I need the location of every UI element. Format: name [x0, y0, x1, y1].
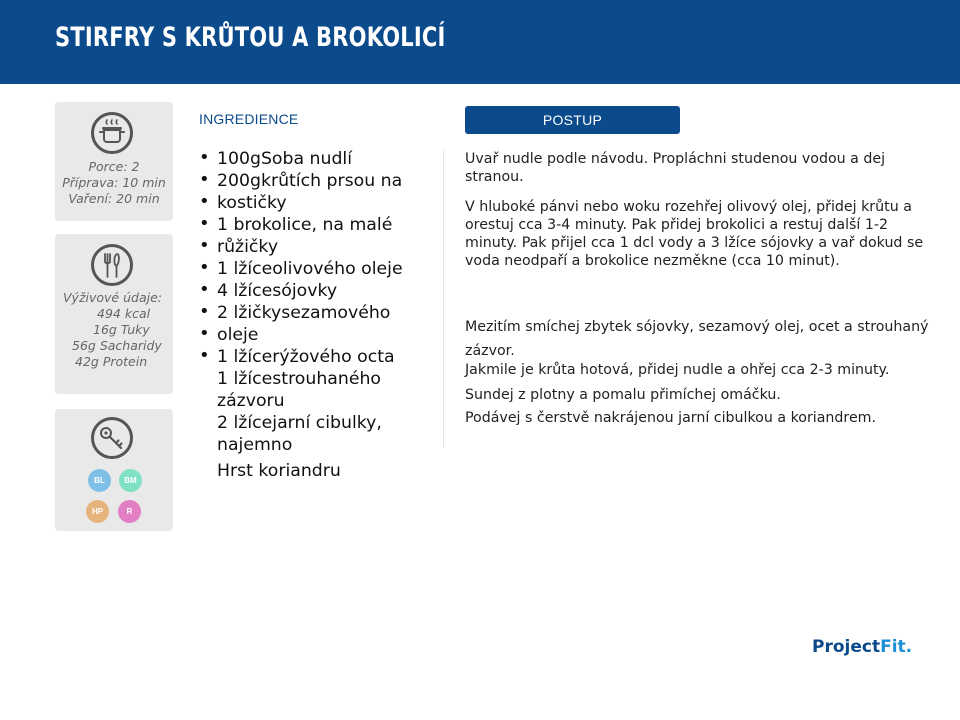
time-info [55, 159, 173, 207]
ingredients-list [199, 148, 403, 482]
badge-hp: HP [86, 500, 109, 523]
header-bar [0, 0, 960, 84]
portions-text: Porce: 2 [88, 159, 140, 174]
ingredient-item: 1 lžícestrouhaného [217, 369, 381, 389]
carbs-text: 56g Sacharidy [72, 338, 162, 353]
key-icon [91, 417, 133, 459]
badge-bm: BM [119, 469, 142, 492]
ingredient-item: • kostičky [199, 192, 403, 214]
postup-button[interactable]: POSTUP [465, 106, 680, 134]
kcal-text: 494 kcal [97, 306, 151, 321]
ingredient-item: • 1 brokolice, na malé [199, 214, 403, 236]
ingredient-item: • 2 lžičkysezamového [199, 302, 403, 324]
logo-text-project: Project [812, 637, 881, 657]
step-paragraph: Mezitím smíchej zbytek sójovky, sezamový olej, ocet a strouhaný zázvor. [465, 319, 929, 359]
column-divider [443, 150, 444, 448]
protein-text: 42g Protein [75, 354, 148, 369]
prep-time-text: Příprava: 10 min [62, 175, 166, 190]
step-paragraph: Uvař nudle podle návodu. Propláchni studenou vodou a dej stranou. [465, 151, 886, 185]
cooking-pot-icon [91, 112, 133, 154]
ingredient-item: • 4 lžícesójovky [199, 280, 403, 302]
nutrition-heading: Výživové údaje: [63, 290, 162, 305]
time-card [55, 102, 173, 221]
step-paragraph: Sundej z plotny a pomalu přimíchej omáčku. [465, 387, 781, 403]
ingredient-item: zázvoru [217, 391, 285, 411]
ingredient-item: • 100gSoba nudlí [199, 148, 403, 170]
ingredient-item: • 200gkrůtích prsou na [199, 170, 403, 192]
ingredient-item: 2 lžícejarní cibulky, [217, 413, 382, 433]
step-paragraph: Jakmile je krůta hotová, přidej nudle a ohřej cca 2-3 minuty. [465, 362, 890, 378]
recipe-title: STIRFRY S KRŮTOU A BROKOLICÍ [55, 22, 446, 53]
nutrition-info [55, 290, 173, 370]
badge-bl: BL [88, 469, 111, 492]
step-paragraph: Podávej s čerstvě nakrájenou jarní cibulkou a koriandrem. [465, 410, 877, 426]
ingredient-item: • růžičky [199, 236, 403, 258]
ingredient-item: • oleje [199, 324, 403, 346]
ingredient-item: Hrst koriandru [217, 461, 341, 481]
logo-text-fit: Fit. [880, 637, 913, 657]
badge-r: R [118, 500, 141, 523]
ingredients-heading: INGREDIENCE [199, 111, 299, 127]
cook-time-text: Vaření: 20 min [68, 191, 160, 206]
ingredient-item: • 1 lžícerýžového octa [199, 346, 403, 368]
nutrition-card [55, 234, 173, 394]
fork-knife-icon [91, 244, 133, 286]
fat-text: 16g Tuky [93, 322, 150, 337]
ingredient-item: • 1 lžíceolivového oleje [199, 258, 403, 280]
step-paragraph: V hluboké pánvi nebo woku rozehřej olivový olej, přidej krůtu a orestuj cca 3-4 minuty. Pak přidej brokolici a restuj další 1-2 minuty. Pak přijel cca 1 dcl vody a 3 lžíce sójovky a vař dokud se voda neodpaří a brokolice nezměkne (cca 10 minut). [465, 199, 924, 269]
tags-card [55, 409, 173, 531]
projectfit-logo [812, 637, 912, 657]
ingredient-item: najemno [217, 435, 293, 455]
